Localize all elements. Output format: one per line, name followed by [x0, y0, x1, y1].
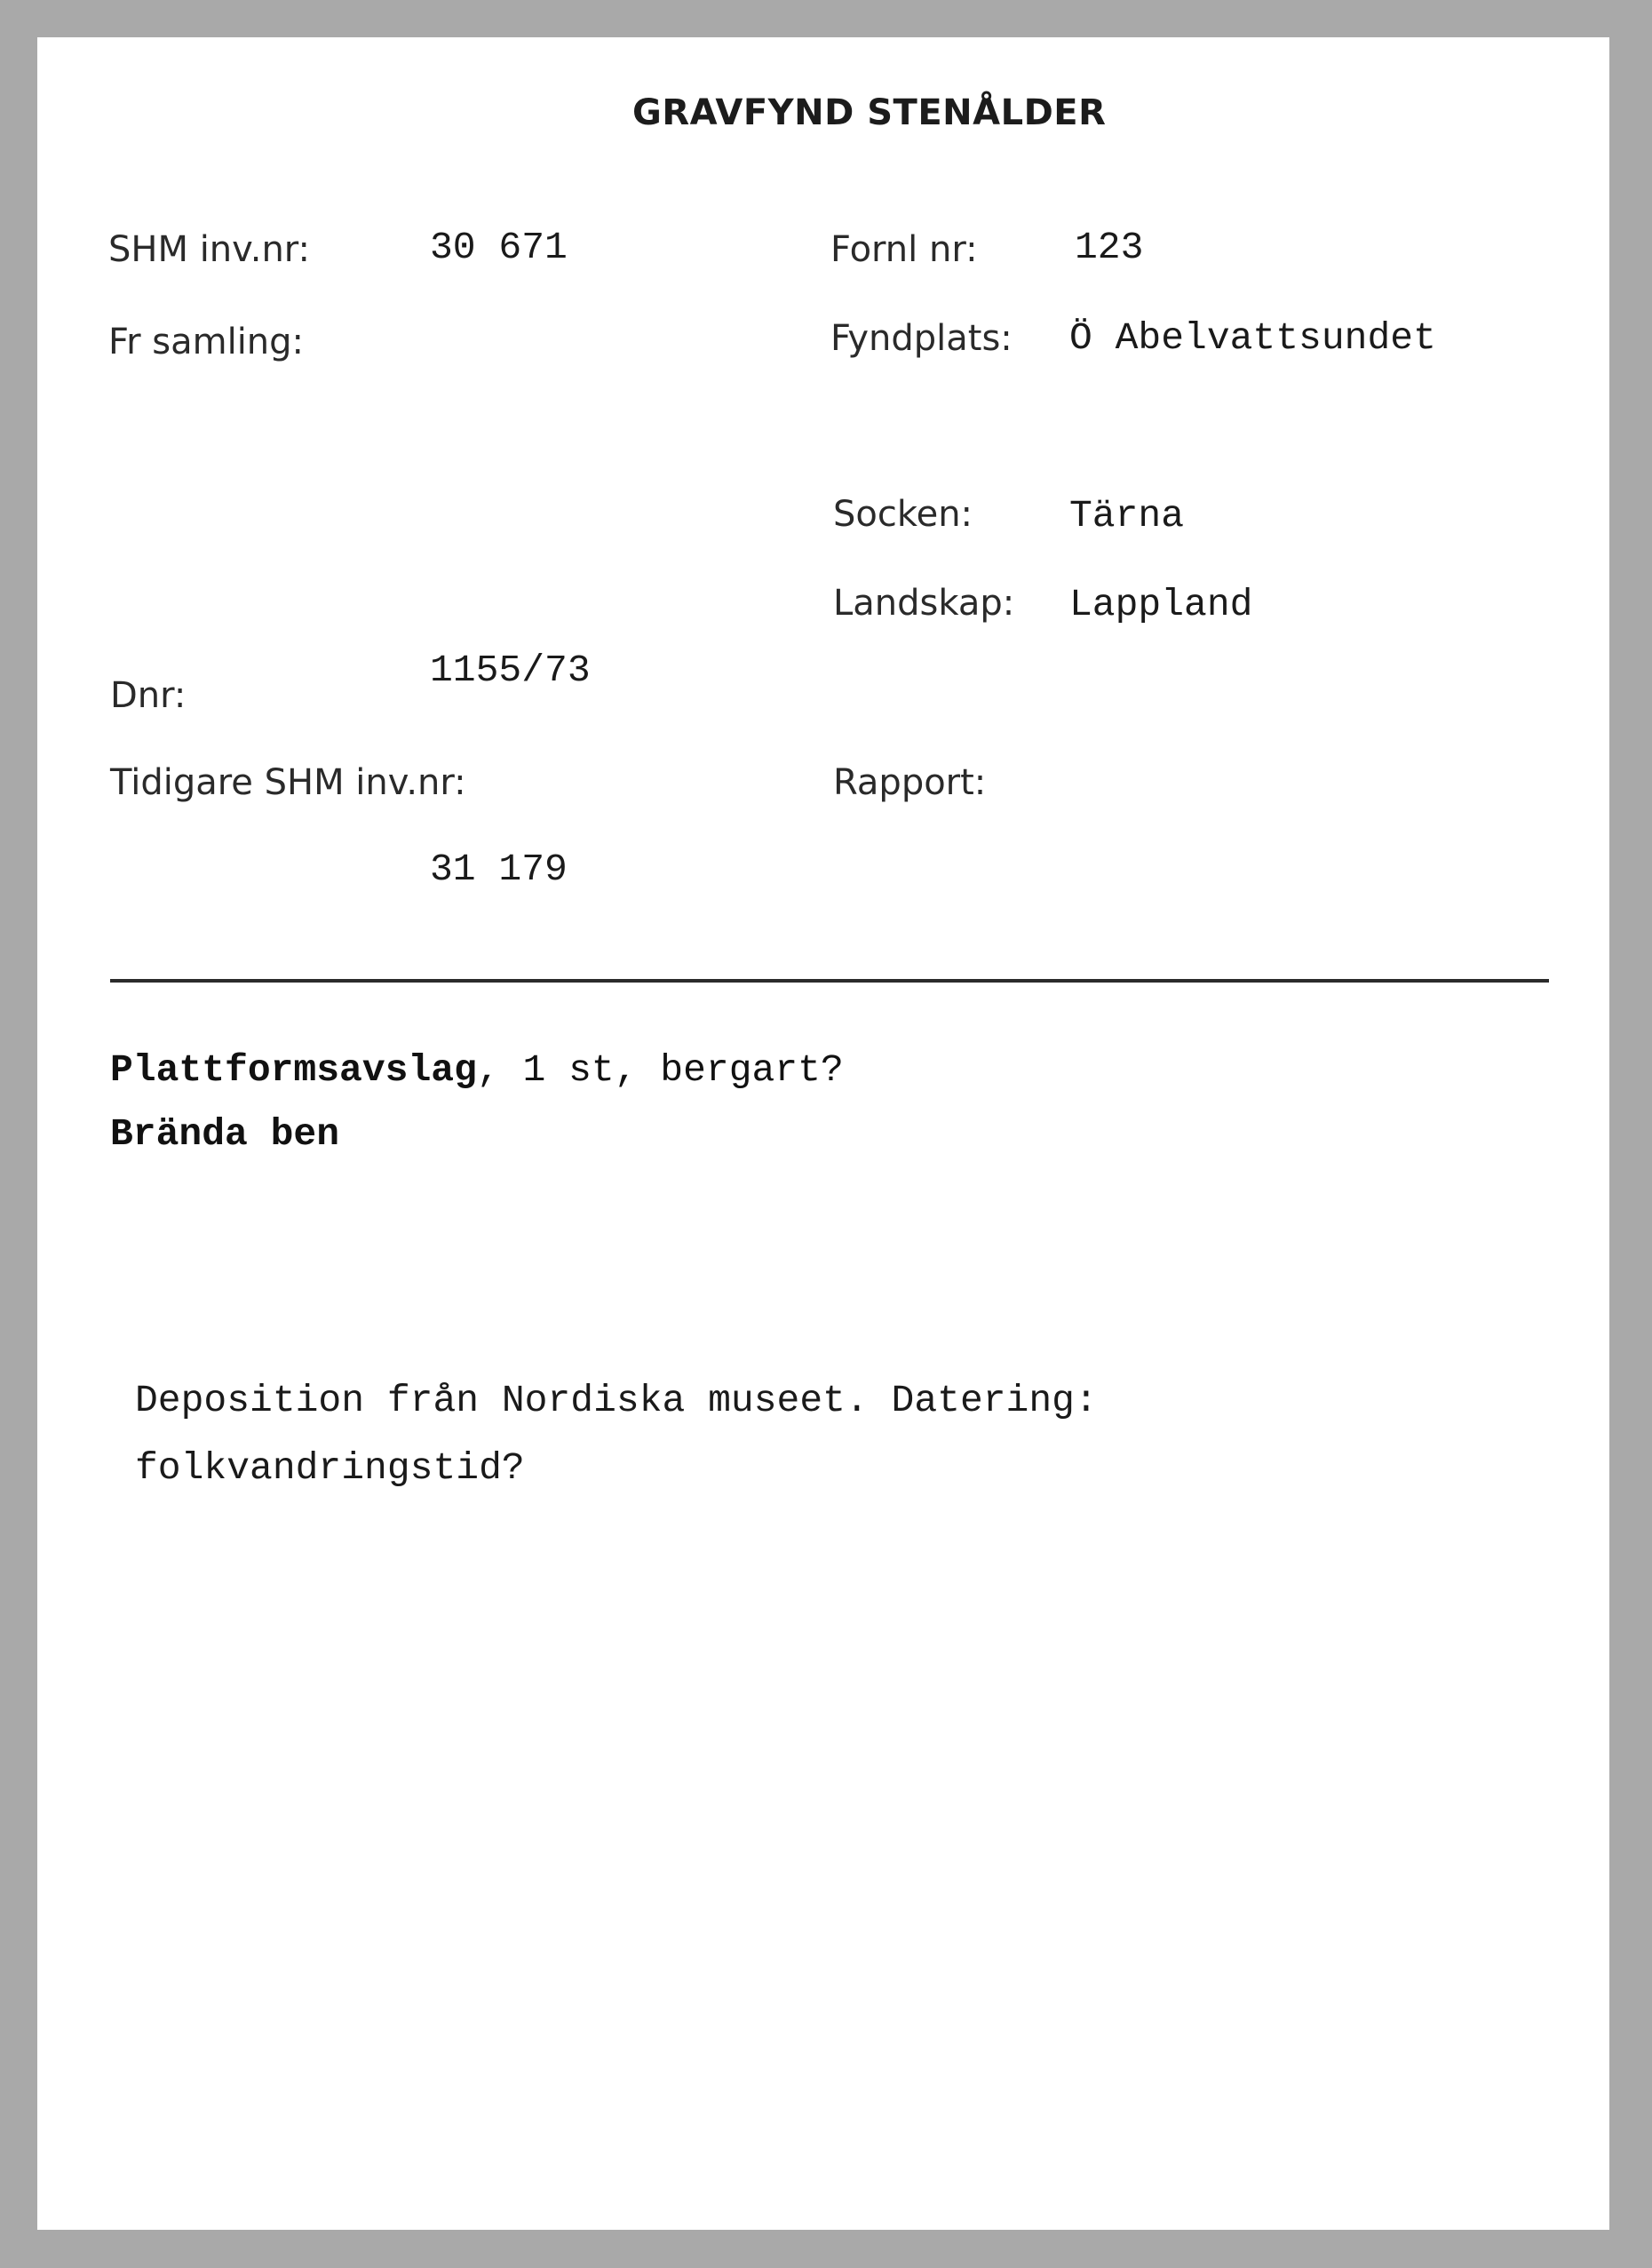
- landskap-label: Landskap:: [833, 583, 1015, 624]
- card-title: GRAVFYND STENÅLDER: [632, 92, 1107, 133]
- landskap-value: Lappland: [1069, 583, 1253, 626]
- dnr-value: 1155/73: [430, 649, 591, 692]
- find-item-2-name: Brända ben: [110, 1112, 340, 1156]
- divider-line: [110, 979, 1549, 983]
- fr-samling-label: Fr samling:: [108, 322, 305, 362]
- fyndplats-value: Ö Abelvattsundet: [1069, 316, 1436, 360]
- note-line-2: folkvandringstid?: [135, 1446, 525, 1490]
- fyndplats-label: Fyndplats:: [830, 318, 1013, 359]
- rapport-label: Rapport:: [833, 762, 987, 803]
- find-item-1-name: Plattformsavslag: [110, 1048, 477, 1092]
- shm-inv-label: SHM inv.nr:: [108, 229, 311, 270]
- note-line-1: Deposition från Nordiska museet. Datering:: [135, 1379, 1098, 1422]
- socken-label: Socken:: [833, 494, 973, 535]
- socken-value: Tärna: [1069, 494, 1185, 537]
- fornl-nr-value: 123: [1075, 226, 1144, 269]
- shm-inv-value: 30 671: [430, 226, 568, 269]
- find-item-1-detail: , 1 st, bergart?: [476, 1048, 844, 1092]
- find-item-2: [110, 1112, 339, 1156]
- fornl-nr-label: Fornl nr:: [830, 229, 978, 270]
- tidigare-shm-inv-label: Tidigare SHM inv.nr:: [110, 762, 466, 803]
- find-item-1: [110, 1048, 844, 1092]
- dnr-label: Dnr:: [110, 675, 187, 716]
- tidigare-shm-inv-value: 31 179: [430, 848, 568, 891]
